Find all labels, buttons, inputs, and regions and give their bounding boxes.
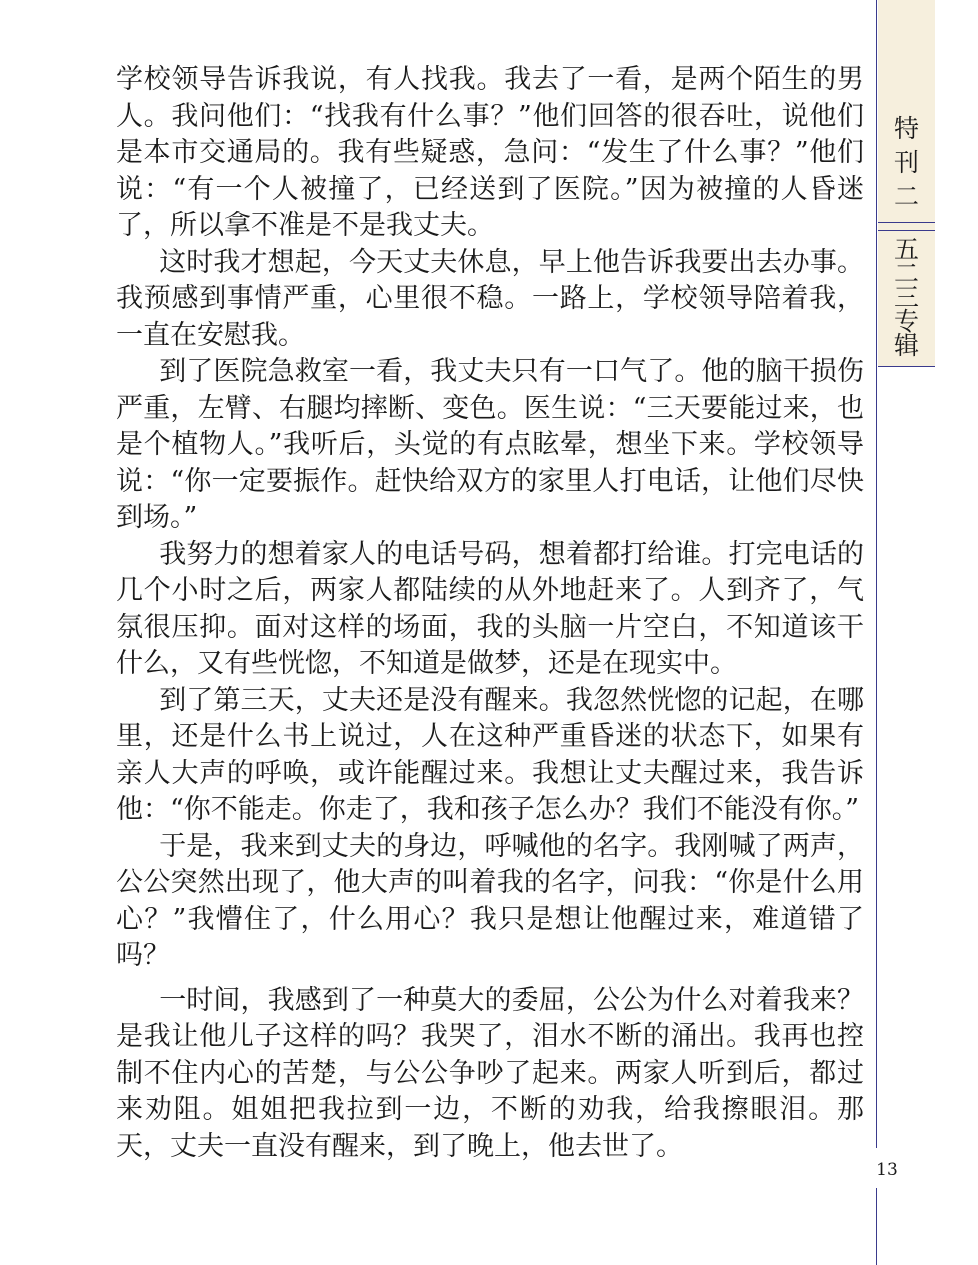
paragraph: 到了医院急救室一看，我丈夫只有一口气了。他的脑干损伤严重，左臂、右腿均摔断、变色。医生说：“三天要能过来，也是个植物人。”我听后，头觉的有点眩晕，想坐下来。学校领导说：“你一定要振作。赶快给双方的家里人打电话，让他们尽快到场。” xyxy=(116,356,864,533)
paragraph: 于是，我来到丈夫的身边，呼喊他的名字。我刚喊了两声，公公突然出现了，他大声的叫着我的名字，问我：“你是什么用心？”我懵住了，什么用心？我只是想让他醒过来，难道错了吗？ xyxy=(116,830,864,971)
page-number: 13 xyxy=(876,1160,898,1180)
tab-char: 五 xyxy=(893,235,919,264)
tab-char: 专 xyxy=(893,307,919,336)
tab-char: 刊 xyxy=(893,148,919,177)
article-body xyxy=(116,62,864,1165)
paragraph: 我努力的想着家人的电话号码，想着都打给谁。打完电话的几个小时之后，两家人都陆续的从外地赶来了。人到齐了，气氛很压抑。面对这样的场面，我的头脑一片空白，不知道该干什么，又有些恍惚，不知道是做梦，还是在现实中。 xyxy=(116,538,864,679)
tab-divider xyxy=(878,222,935,223)
paragraph: 一时间，我感到了一种莫大的委屈，公公为什么对着我来？是我让他儿子这样的吗？我哭了，泪水不断的涌出。我再也控制不住内心的苦楚，与公公争吵了起来。两家人听到后，都过来劝阻。姐姐把我拉到一边，不断的劝我，给我擦眼泪。那天，丈夫一直没有醒来，到了晚上，他去世了。 xyxy=(116,984,864,1162)
tab-char: 特 xyxy=(893,114,919,143)
tab-char: 二 xyxy=(893,259,919,288)
paragraph: 到了第三天，丈夫还是没有醒来。我忽然恍惚的记起，在哪里，还是什么书上说过，人在这种严重昏迷的状态下，如果有亲人大声的呼唤，或许能醒过来。我想让丈夫醒过来，我告诉他：“你不能走。你走了，我和孩子怎么办？我们不能没有你。” xyxy=(116,684,864,825)
tab-bottom-rule xyxy=(878,366,935,367)
section-tab-512-collection xyxy=(878,235,935,360)
tab-char: 辑 xyxy=(893,331,919,360)
section-tab-special-issue xyxy=(878,112,935,214)
tab-char: 二 xyxy=(893,182,919,211)
tab-char: 三 xyxy=(893,283,919,312)
paragraph: 这时我才想起，今天丈夫休息，早上他告诉我要出去办事。我预感到事情严重，心里很不稳。一路上，学校领导陪着我，一直在安慰我。 xyxy=(116,246,864,351)
tab-divider xyxy=(878,230,935,231)
paragraph: 学校领导告诉我说，有人找我。我去了一看，是两个陌生的男人。我问他们：“找我有什么事？”他们回答的很吞吐，说他们是本市交通局的。我有些疑惑，急问：“发生了什么事？”他们说：“有一个人被撞了，已经送到了医院。”因为被撞的人昏迷了，所以拿不准是不是我丈夫。 xyxy=(116,64,864,241)
margin-rule xyxy=(876,0,877,1265)
